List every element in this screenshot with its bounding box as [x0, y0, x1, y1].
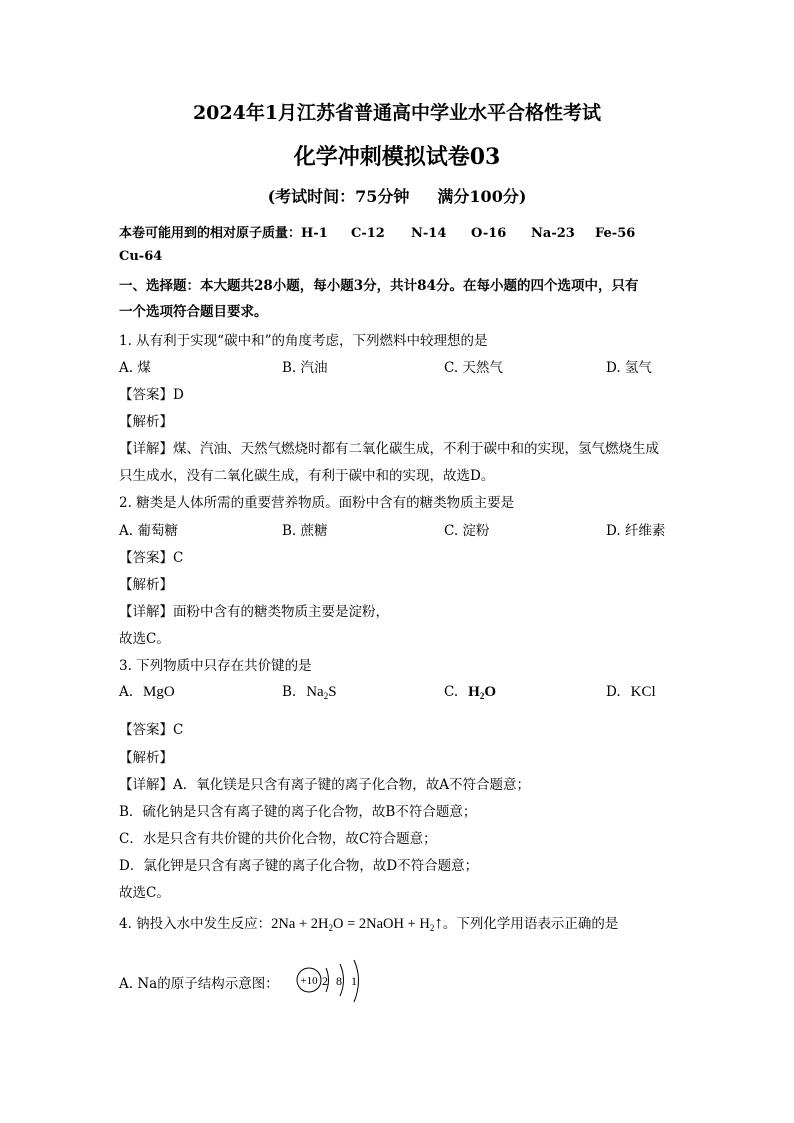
q2-option-a: A. 葡萄糖	[119, 523, 178, 539]
q1-detail: 【详解】煤、汽油、天然气燃烧时都有二氧化碳生成，不利于碳中和的实现，氢气燃烧生成	[119, 441, 659, 457]
q4-option-a: A. Na的原子结构示意图：	[119, 976, 279, 992]
q3-detail: 【详解】A．氧化镁是只含有离子键的离子化合物，故A不符合题意；	[119, 777, 530, 793]
equation-part: 2Na + 2H	[271, 916, 329, 932]
formula-part: O	[484, 684, 496, 700]
exam-title: 2024年1月江苏省普通高中学业水平合格性考试	[192, 102, 602, 124]
q4-stem-end: 。下列化学用语表示正确的是	[442, 916, 619, 932]
q1-option-c: C. 天然气	[444, 360, 503, 376]
q3-detail-c: C．水是只含有共价键的共价化合物，故C符合题意；	[119, 831, 437, 847]
exam-subtitle: 化学冲刺模拟试卷03	[293, 144, 501, 170]
nucleus-charge: +10	[300, 975, 318, 987]
option-letter: B.	[282, 684, 297, 700]
mass-item: N-14	[411, 226, 447, 241]
mass-item: C-12	[351, 226, 385, 241]
q3-conclusion: 故选C。	[119, 885, 170, 901]
exam-score: 满分100分)	[437, 187, 527, 206]
q1-detail-cont: 只生成水，没有二氧化碳生成，有利于碳中和的实现，故选D。	[119, 468, 495, 484]
mass-item: O-16	[471, 226, 507, 241]
mass-item: H-1	[301, 226, 328, 241]
shell-electron-count: 1	[351, 974, 357, 988]
q2-detail: 【详解】面粉中含有的糖类物质主要是淀粉，	[119, 604, 389, 620]
shell-electron-count: 2	[322, 974, 328, 988]
q2-answer: 【答案】C	[119, 550, 184, 566]
shell-electron-count: 8	[336, 974, 342, 988]
q3-option-b	[282, 684, 337, 701]
q2-option-b: B. 蔗糖	[282, 523, 328, 539]
mass-item: Na-23	[531, 226, 575, 241]
q3-answer: 【答案】C	[119, 722, 184, 738]
q1-answer: 【答案】D	[119, 387, 184, 403]
formula-na2s	[306, 684, 336, 700]
formula-h2o	[468, 684, 496, 700]
q1-analysis: 【解析】	[119, 414, 173, 430]
equation-part: O = 2NaOH + H	[332, 916, 430, 932]
q1-option-b: B. 汽油	[282, 360, 328, 376]
gas-arrow-icon: ↑	[434, 913, 443, 932]
question-4-stem	[119, 912, 618, 933]
section-heading-cont: 一个选项符合题目要求。	[119, 304, 268, 320]
question-3-stem: 3. 下列物质中只存在共价键的是	[119, 658, 312, 674]
q3-detail-d: D．氯化钾是只含有离子键的离子化合物，故D不符合题意；	[119, 858, 479, 874]
formula-mgo: MgO	[143, 684, 175, 700]
formula-part: S	[328, 684, 337, 700]
option-letter: C.	[444, 684, 459, 700]
q3-analysis: 【解析】	[119, 750, 173, 766]
q3-option-a	[119, 684, 175, 701]
q2-analysis: 【解析】	[119, 577, 173, 593]
question-2-stem: 2. 糖类是人体所需的重要营养物质。面粉中含有的糖类物质主要是	[119, 495, 515, 511]
option-letter: D.	[606, 684, 621, 700]
formula-subscript: 2	[479, 691, 485, 701]
option-letter: A.	[119, 684, 134, 700]
exam-time: (考试时间：75分钟	[267, 187, 410, 206]
mass-item: Fe-56	[595, 226, 636, 241]
formula-kcl: KCl	[630, 684, 656, 700]
q1-option-a: A. 煤	[119, 360, 151, 376]
equation-subscript: 2	[328, 923, 333, 933]
q3-option-c	[444, 684, 496, 701]
atomic-masses-line	[119, 222, 635, 241]
formula-subscript: 2	[323, 691, 329, 701]
question-1-stem: 1. 从有利于实现“碳中和”的角度考虑，下列燃料中较理想的是	[119, 333, 488, 349]
q2-option-c: C. 淀粉	[444, 523, 490, 539]
formula-part: Na	[306, 684, 324, 700]
q3-option-d	[606, 684, 656, 701]
q2-detail-cont: 故选C。	[119, 631, 170, 647]
formula-part: H	[468, 684, 480, 700]
equation-subscript: 2	[429, 923, 435, 933]
mass-item: Cu-64	[119, 249, 163, 264]
sodium-atom-structure-diagram	[296, 958, 376, 1008]
q4-stem-start: 4. 钠投入水中发生反应：	[119, 916, 272, 932]
q1-option-d: D. 氢气	[606, 360, 652, 376]
atomic-masses-label: 本卷可能用到的相对原子质量：	[119, 226, 302, 241]
exam-info	[0, 184, 794, 207]
q3-detail-b: B．硫化钠是只含有离子键的离子化合物，故B不符合题意；	[119, 804, 477, 820]
section-heading: 一、选择题：本大题共28小题，每小题3分，共计84分。在每小题的四个选项中，只有	[119, 278, 639, 294]
q2-option-d: D. 纤维素	[606, 523, 666, 539]
reaction-equation	[271, 913, 443, 933]
